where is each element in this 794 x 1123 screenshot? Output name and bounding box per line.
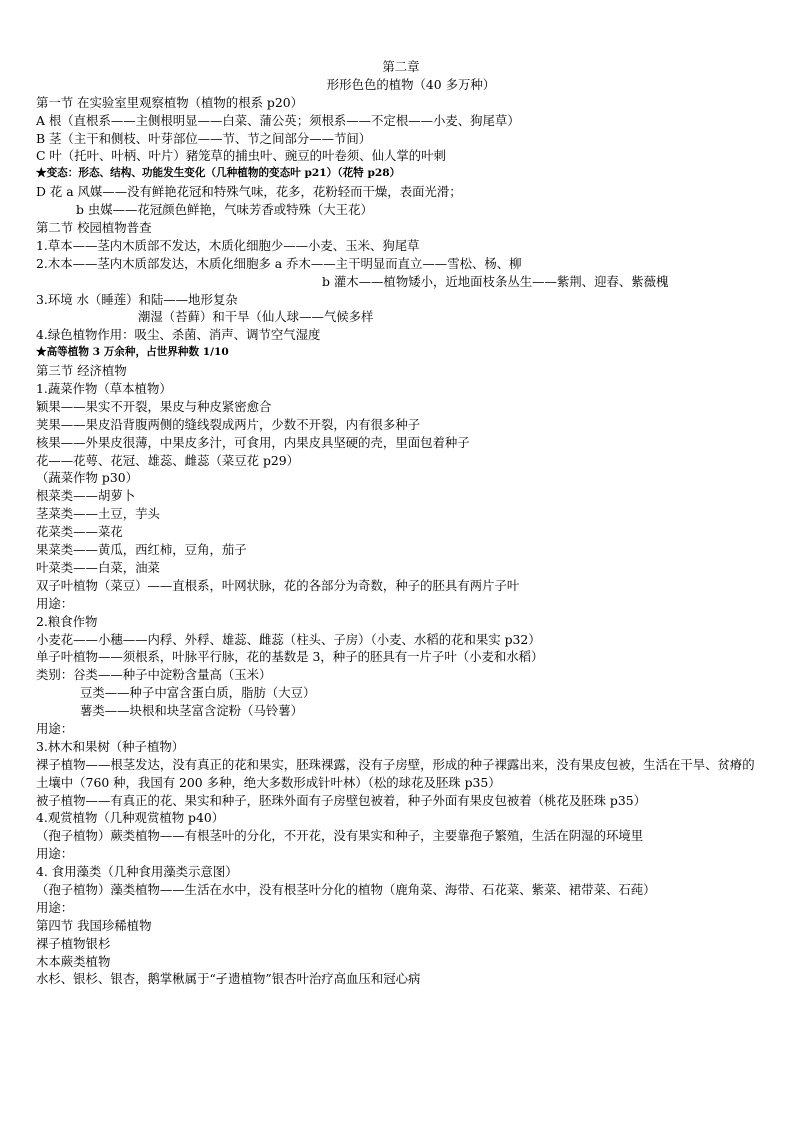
text-paragraph: 裸子植物——根茎发达，没有真正的花和果实，胚珠裸露，没有子房壁，形成的种子裸露出来，没有果皮包被，生活在干旱、贫瘠的土壤中（760 种，我国有 200 多种，绝大多数形成针叶林）（松的球花及胚珠 p35） <box>36 756 755 790</box>
text-line: 2.粮食作物 <box>36 613 98 629</box>
text-line: C 叶（托叶、叶柄、叶片）豬笼草的捕虫叶、豌豆的叶卷须、仙人掌的叶刺 <box>36 148 446 164</box>
text-line: 1.草本——茎内木质部不发达，木质化细胞少——小麦、玉米、狗尾草 <box>36 237 420 253</box>
text-line: 木本蕨类植物 <box>36 953 111 969</box>
section-heading: 第二节 校园植物普查 <box>36 220 152 236</box>
text-line: （蔬菜作物 p30） <box>36 470 138 486</box>
note-line: ★变态：形态、结构、功能发生变化（几种植物的变态叶 p21）（花特 p28） <box>36 167 401 180</box>
text-line: 果菜类——黄瓜，西红柿，豆角，茄子 <box>36 542 247 558</box>
text-line: 潮湿（苔藓）和干旱（仙人球——气候多样 <box>138 309 374 325</box>
text-line: 水杉、银杉、银杏，鹅掌楸属于“孑遗植物”银杏叶治疗高血压和冠心病 <box>36 971 421 987</box>
text-line: 裸子植物银杉 <box>36 935 111 951</box>
text-line: 茎菜类——土豆，芋头 <box>36 506 160 522</box>
chapter-subtitle: 形形色色的植物（40 多万种） <box>326 76 496 92</box>
text-line: 双子叶植物（菜豆）——直根系，叶网状脉，花的各部分为奇数，种子的胚具有两片子叶 <box>36 577 520 593</box>
text-line: 4.观赏植物（几种观赏植物 p40） <box>36 810 225 826</box>
text-line: 薯类——块根和块茎富含淀粉（马铃薯） <box>80 703 304 719</box>
text-line: 用途： <box>36 846 74 862</box>
text-line: 用途： <box>36 720 74 736</box>
text-line: 单子叶植物——须根系，叶脉平行脉，花的基数是 3，种子的胚具有一片子叶（小麦和水稻） <box>36 649 544 665</box>
text-line: 花——花萼、花冠、雄蕊、雌蕊（菜豆花 p29） <box>36 452 300 468</box>
text-line: 花菜类——菜花 <box>36 524 123 540</box>
text-line: 3.环境 水（睡莲）和陆——地形复杂 <box>36 291 238 307</box>
text-line: b 灌木——植物矮小，近地面枝条丛生——紫荆、迎春、紫薇槐 <box>322 273 669 289</box>
text-line: 4. 食用藻类（几种食用藻类示意图） <box>36 864 238 880</box>
text-line: 用途： <box>36 899 74 915</box>
text-line: 用途： <box>36 595 74 611</box>
chapter-title: 第二章 <box>382 59 420 74</box>
text-line: 小麦花——小穗——内稃、外稃、雄蕊、雌蕊（柱头、子房）（小麦、水稻的花和果实 p32） <box>36 631 541 647</box>
section-heading: 第三节 经济植物 <box>36 363 127 379</box>
text-line: A 根（直根系——主侧根明显——白菜、蒲公英；须根系——不定根——小麦、狗尾草） <box>36 112 520 128</box>
text-line: B 茎（主干和侧枝、叶芽部位——节、节之间部分——节间） <box>36 130 372 146</box>
note-line: ★高等植物 3 万余种，占世界种数 1/10 <box>36 346 229 359</box>
text-line: b 虫媒——花冠颜色鲜艳，气味芳香或特殊（大王花） <box>76 202 373 218</box>
text-line: 1.蔬菜作物（草本植物） <box>36 381 172 397</box>
text-line: （孢子植物）蕨类植物——有根茎叶的分化，不开花，没有果实和种子，主要靠孢子繁殖，生活在阴湿的环境里 <box>36 828 644 844</box>
text-line: 豆类——种子中富含蛋白质，脂肪（大豆） <box>80 685 316 701</box>
text-line: 核果——外果皮很薄，中果皮多汁，可食用，内果皮具坚硬的壳，里面包着种子 <box>36 434 470 450</box>
text-line: （孢子植物）藻类植物——生活在水中，没有根茎叶分化的植物（鹿角菜、海带、石花菜、紫菜、裙带菜、石莼） <box>36 882 656 897</box>
text-line: 4.绿色植物作用：吸尘、杀菌、消声、调节空气湿度 <box>36 327 321 343</box>
text-line: 荚果——果皮沿背腹两侧的缝线裂成两片，少数不开裂，内有很多种子 <box>36 416 421 432</box>
text-line: 根菜类——胡萝卜 <box>36 488 136 504</box>
document-page <box>36 58 766 988</box>
text-line: 3.林木和果树（种子植物） <box>36 738 185 754</box>
text-line: D 花 a 风媒——没有鲜艳花冠和特殊气味，花多，花粉轻而干燥，表面光滑； <box>36 184 462 200</box>
text-line: 颖果——果实不开裂，果皮与种皮紧密愈合 <box>36 398 272 414</box>
text-line: 2.木本——茎内木质部发达，木质化细胞多 a 乔木——主干明显而直立——雪松、杨、柳 <box>36 255 522 271</box>
text-line: 类别：谷类——种子中淀粉含量高（玉米） <box>36 667 272 683</box>
section-heading: 第一节 在实验室里观察植物（植物的根系 p20） <box>36 94 303 110</box>
text-line: 被子植物——有真正的花、果实和种子，胚珠外面有子房壁包被着，种子外面有果皮包被着（桃花及胚珠 p35） <box>36 792 646 808</box>
section-heading: 第四节 我国珍稀植物 <box>36 917 152 933</box>
text-line: 叶菜类——白菜，油菜 <box>36 559 160 575</box>
